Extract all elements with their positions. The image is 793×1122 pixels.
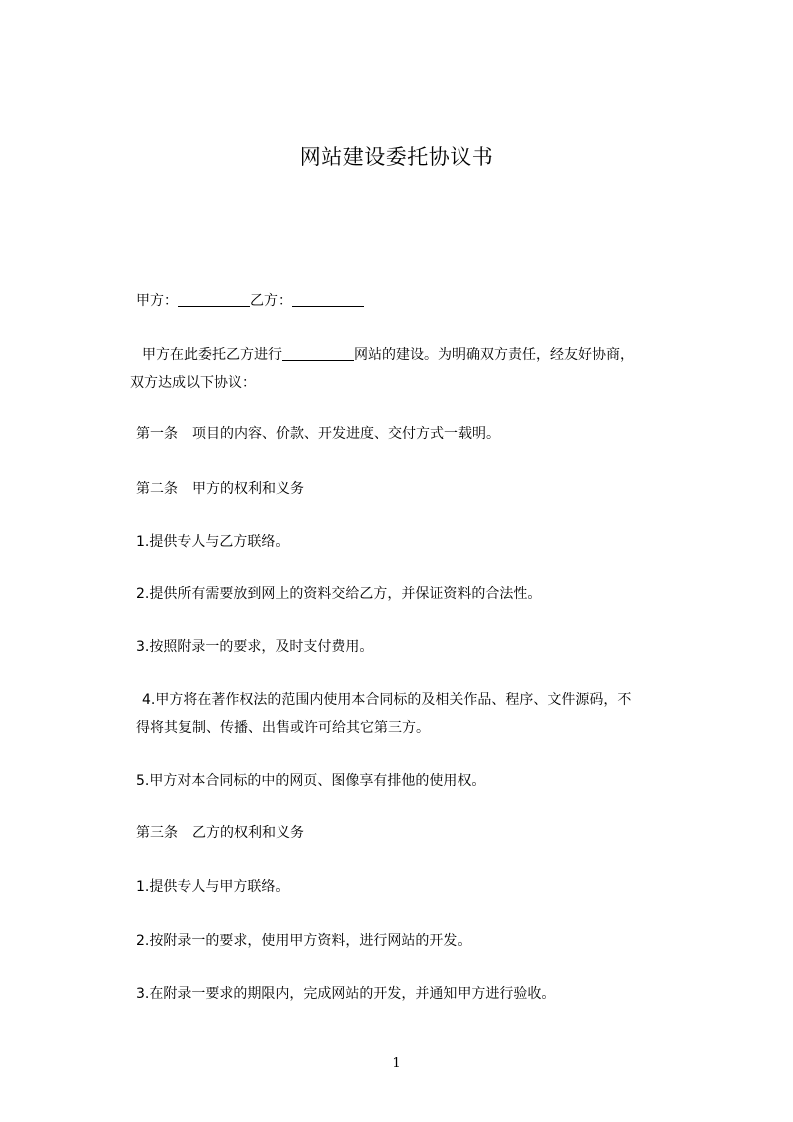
party-b-blank bbox=[292, 292, 364, 307]
article-2-item-4-line-2: 得将其复制、传播、出售或许可给其它第三方。 bbox=[136, 720, 430, 736]
article-2-item-3: 3.按照附录一的要求，及时支付费用。 bbox=[136, 639, 374, 655]
page-number: 1 bbox=[392, 1056, 401, 1071]
intro-text-3: 双方达成以下协议： bbox=[130, 375, 256, 391]
article-1: 第一条 项目的内容、价款、开发进度、交付方式一载明。 bbox=[136, 426, 500, 442]
article-3-item-1: 1.提供专人与甲方联络。 bbox=[136, 879, 290, 895]
article-2-item-2: 2.提供所有需要放到网上的资料交给乙方，并保证资料的合法性。 bbox=[136, 586, 542, 602]
article-2-item-4-line-1: 4.甲方将在著作权法的范围内使用本合同标的及相关作品、程序、文件源码，不 bbox=[142, 692, 632, 708]
article-3-item-2: 2.按附录一的要求，使用甲方资料，进行网站的开发。 bbox=[136, 933, 472, 949]
article-3-heading: 第三条 乙方的权利和义务 bbox=[136, 825, 304, 841]
article-2-item-1: 1.提供专人与乙方联络。 bbox=[136, 534, 290, 550]
intro-text-2: 网站的建设。为明确双方责任，经友好协商， bbox=[354, 347, 634, 363]
intro-paragraph bbox=[130, 341, 704, 397]
article-2-heading: 第二条 甲方的权利和义务 bbox=[136, 481, 304, 497]
party-b-label: 乙方： bbox=[250, 293, 292, 309]
party-a-blank bbox=[178, 292, 250, 307]
article-2-item-5: 5.甲方对本合同标的中的网页、图像享有排他的使用权。 bbox=[136, 773, 486, 789]
parties-line bbox=[136, 291, 364, 311]
party-a-label: 甲方： bbox=[136, 293, 178, 309]
article-3-item-3: 3.在附录一要求的期限内，完成网站的开发，并通知甲方进行验收。 bbox=[136, 986, 556, 1002]
document-title: 网站建设委托协议书 bbox=[299, 145, 494, 169]
intro-text-1: 甲方在此委托乙方进行 bbox=[142, 347, 282, 363]
website-name-blank bbox=[282, 346, 354, 361]
